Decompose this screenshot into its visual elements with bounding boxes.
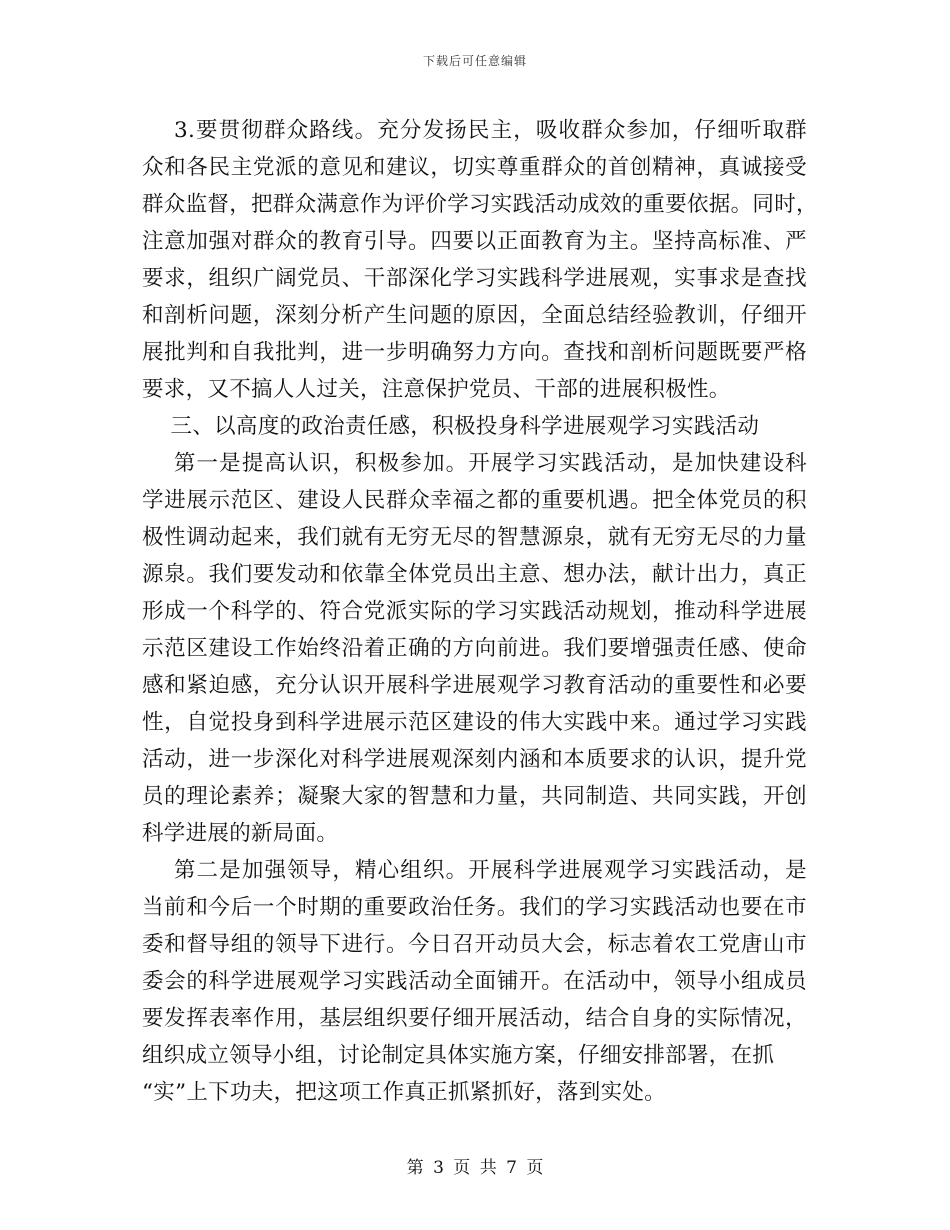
- body-line: 委和督导组的领导下进行。今日召开动员大会，标志着农工党唐山市: [142, 932, 807, 957]
- body-line: 当前和今后一个时期的重要政治任务。我们的学习实践活动也要在市: [142, 895, 807, 920]
- section-heading: 三、以高度的政治责任感，积极投身科学进展观学习实践活动: [142, 414, 760, 439]
- document-body: [142, 112, 818, 1111]
- body-line: 要求，组织广阔党员、干部深化学习实践科学进展观，实事求是查找: [142, 266, 807, 291]
- body-line: 示范区建设工作始终沿着正确的方向前进。我们要增强责任感、使命: [142, 636, 807, 661]
- body-line: 极性调动起来，我们就有无穷无尽的智慧源泉，就有无穷无尽的力量: [142, 525, 807, 550]
- body-line: 学进展示范区、建设人民群众幸福之都的重要机遇。把全体党员的积: [142, 488, 807, 513]
- body-line: 第二是加强领导，精心组织。开展科学进展观学习实践活动，是: [142, 858, 807, 883]
- body-line: 感和紧迫感，充分认识开展科学进展观学习教育活动的重要性和必要: [142, 673, 807, 698]
- body-line: 注意加强对群众的教育引导。四要以正面教育为主。坚持高标准、严: [142, 229, 807, 254]
- body-line: 3.要贯彻群众路线。充分发扬民主，吸收群众参加，仔细听取群: [142, 118, 807, 143]
- body-line: 形成一个科学的、符合党派实际的学习实践活动规划，推动科学进展: [142, 599, 807, 624]
- page-number-footer: 第 3 页 共 7 页: [406, 1158, 544, 1178]
- body-line: 要发挥表率作用，基层组织要仔细开展活动，结合自身的实际情况，: [142, 1006, 807, 1031]
- body-line: 群众监督，把群众满意作为评价学习实践活动成效的重要依据。同时，: [142, 192, 818, 217]
- body-line: 委会的科学进展观学习实践活动全面铺开。在活动中，领导小组成员: [142, 969, 807, 994]
- body-line: 源泉。我们要发动和依靠全体党员出主意、想办法，献计出力，真正: [142, 562, 807, 587]
- body-line: 展批判和自我批判，进一步明确努力方向。查找和剖析问题既要严格: [142, 340, 807, 365]
- body-line: 性，自觉投身到科学进展示范区建设的伟大实践中来。通过学习实践: [142, 710, 807, 735]
- body-line: 第一是提高认识，积极参加。开展学习实践活动，是加快建设科: [142, 451, 807, 476]
- body-line: 组织成立领导小组，讨论制定具体实施方案，仔细安排部署，在抓: [142, 1043, 775, 1068]
- body-line: 员的理论素养；凝聚大家的智慧和力量，共同制造、共同实践，开创: [142, 784, 807, 809]
- body-line: 科学进展的新局面。: [142, 821, 339, 846]
- body-line: 活动，进一步深化对科学进展观深刻内涵和本质要求的认识，提升党: [142, 747, 807, 772]
- page-header-note: 下载后可任意编辑: [422, 54, 527, 68]
- body-line: 要求，又不搞人人过关，注意保护党员、干部的进展积极性。: [142, 377, 731, 402]
- body-line: “实”上下功夫，把这项工作真正抓紧抓好，落到实处。: [142, 1080, 666, 1105]
- body-line: 和剖析问题，深刻分析产生问题的原因，全面总结经验教训，仔细开: [142, 303, 807, 328]
- body-line: 众和各民主党派的意见和建议，切实尊重群众的首创精神，真诚接受: [142, 155, 807, 180]
